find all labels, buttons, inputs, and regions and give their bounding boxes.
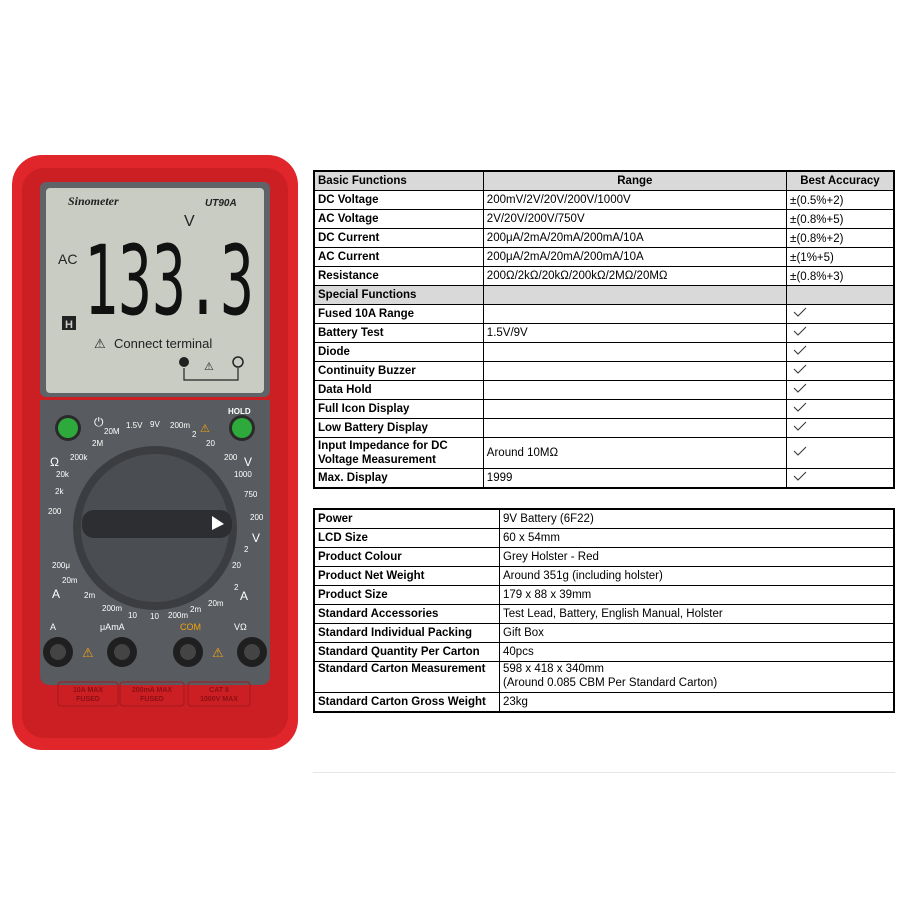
fuse-label-200ma: 200mA MAX xyxy=(131,687,173,694)
dial-label: 200m xyxy=(102,604,123,613)
dial-label: 2k xyxy=(55,487,64,496)
general-spec-row xyxy=(314,643,894,662)
function-range xyxy=(483,400,786,419)
fuse-label-10a: 10A MAX xyxy=(72,687,104,694)
function-accuracy xyxy=(786,191,894,210)
acv-function-label: V xyxy=(252,531,261,545)
header-special-functions: Special Functions xyxy=(314,286,483,305)
accuracy-value: (0.8%+5) xyxy=(796,213,844,226)
function-name: Fused 10A Range xyxy=(314,305,483,324)
function-supported xyxy=(786,438,894,469)
check-icon xyxy=(793,345,807,355)
check-icon xyxy=(793,421,807,431)
dial-label: 200 xyxy=(224,453,238,462)
dial-label: 200 xyxy=(48,507,62,516)
check-icon xyxy=(793,471,807,481)
special-functions-header-row xyxy=(314,286,894,305)
accuracy-value: (0.8%+3) xyxy=(796,270,844,283)
check-icon xyxy=(793,307,807,317)
spec-name: LCD Size xyxy=(314,529,500,548)
dial-label: 200m xyxy=(170,421,191,430)
ohm-function-label: Ω xyxy=(50,455,59,469)
function-range xyxy=(483,362,786,381)
function-name: Diode xyxy=(314,343,483,362)
general-spec-row xyxy=(314,567,894,586)
check-icon xyxy=(793,364,807,374)
basic-function-row xyxy=(314,248,894,267)
accuracy-value: (0.8%+2) xyxy=(796,232,844,245)
spec-name: Product Size xyxy=(314,586,500,605)
model-label: UT90A xyxy=(205,198,237,209)
dial-label: 1.5V xyxy=(126,421,143,430)
svg-text:⚠: ⚠ xyxy=(212,646,224,661)
function-supported xyxy=(786,400,894,419)
lcd-warning: Connect terminal xyxy=(114,336,213,351)
function-name: AC Current xyxy=(314,248,483,267)
dial-label: 10 xyxy=(150,612,159,621)
dial-label: 200k xyxy=(70,453,88,462)
dial-label: 20k xyxy=(56,470,69,479)
general-spec-row xyxy=(314,529,894,548)
function-accuracy xyxy=(786,210,894,229)
function-range xyxy=(483,305,786,324)
dial-label: 10 xyxy=(128,611,137,620)
lcd-unit: V xyxy=(184,213,195,230)
dial-label: 20m xyxy=(208,599,224,608)
general-spec-row xyxy=(314,624,894,643)
lcd-mode: AC xyxy=(58,251,78,267)
dial-label: 2m xyxy=(190,605,202,614)
header-range: Range xyxy=(483,171,786,191)
function-supported xyxy=(786,469,894,489)
function-supported xyxy=(786,362,894,381)
spec-name: Standard Individual Packing xyxy=(314,624,500,643)
special-function-row xyxy=(314,343,894,362)
function-name: DC Current xyxy=(314,229,483,248)
function-range: Around 10MΩ xyxy=(483,438,786,469)
dial-label: 1000 xyxy=(234,470,252,479)
power-icon: ⏻ xyxy=(94,415,104,429)
function-range: 1999 xyxy=(483,469,786,489)
function-name: Input Impedance for DC Voltage Measurement xyxy=(314,438,483,469)
dial-pointer xyxy=(82,510,232,538)
special-function-row xyxy=(314,419,894,438)
function-name: Data Hold xyxy=(314,381,483,400)
plus-minus-sign: ± xyxy=(789,230,797,245)
function-supported xyxy=(786,324,894,343)
spec-name: Product Net Weight xyxy=(314,567,500,586)
spec-value: 9V Battery (6F22) xyxy=(500,509,894,529)
dial-label: 20 xyxy=(206,439,215,448)
lcd-hold-flag: H xyxy=(65,319,73,331)
function-range xyxy=(483,343,786,362)
aca-function-label: A xyxy=(240,589,249,603)
special-function-row xyxy=(314,381,894,400)
basic-function-row xyxy=(314,267,894,286)
general-spec-row xyxy=(314,509,894,529)
header-basic-functions: Basic Functions xyxy=(314,171,483,191)
check-icon xyxy=(793,383,807,393)
check-icon xyxy=(793,326,807,336)
svg-text:⚠: ⚠ xyxy=(204,360,214,373)
warning-icon-dial: ⚠ xyxy=(200,422,210,435)
function-range: 200μA/2mA/20mA/200mA/10A xyxy=(483,229,786,248)
dial-label: 200μ xyxy=(52,561,70,570)
dial-label: 2m xyxy=(84,591,96,600)
plus-minus-sign: ± xyxy=(789,211,797,226)
spec-value: 60 x 54mm xyxy=(500,529,894,548)
svg-text:⚠: ⚠ xyxy=(82,646,94,661)
function-name: DC Voltage xyxy=(314,191,483,210)
special-function-row xyxy=(314,324,894,343)
function-accuracy xyxy=(786,267,894,286)
plus-minus-sign: ± xyxy=(789,268,797,283)
special-function-row xyxy=(314,305,894,324)
special-function-row xyxy=(314,400,894,419)
function-range: 1.5V/9V xyxy=(483,324,786,343)
dial-label: 2 xyxy=(192,430,197,439)
function-range: 2V/20V/200V/750V xyxy=(483,210,786,229)
spec-name: Standard Quantity Per Carton xyxy=(314,643,500,662)
spec-value: Grey Holster - Red xyxy=(500,548,894,567)
dial-label: 2 xyxy=(244,545,249,554)
basic-function-row xyxy=(314,210,894,229)
dial-label: 2M xyxy=(92,439,104,448)
spec-value: Around 351g (including holster) xyxy=(500,567,894,586)
terminal-label-a: A xyxy=(50,622,57,632)
dial-label: 200m xyxy=(168,611,189,620)
svg-text:1000V MAX: 1000V MAX xyxy=(200,696,238,703)
warning-icon: ⚠ xyxy=(94,337,106,352)
function-range xyxy=(483,381,786,400)
function-range xyxy=(483,419,786,438)
function-range: 200Ω/2kΩ/20kΩ/200kΩ/2MΩ/20MΩ xyxy=(483,267,786,286)
dial-label: 2 xyxy=(234,583,239,592)
hold-label: HOLD xyxy=(228,407,251,416)
general-spec-row xyxy=(314,605,894,624)
accuracy-value: (0.5%+2) xyxy=(796,194,844,207)
spec-value: 23kg xyxy=(500,693,894,713)
function-range: 200μA/2mA/20mA/200mA/10A xyxy=(483,248,786,267)
spec-value: Gift Box xyxy=(500,624,894,643)
function-supported xyxy=(786,381,894,400)
terminal-label-v: VΩ xyxy=(234,622,247,632)
table-header-row xyxy=(314,171,894,191)
dial-label: 20m xyxy=(62,576,78,585)
function-name: Resistance xyxy=(314,267,483,286)
special-function-row xyxy=(314,362,894,381)
brand-logo: Sinometer xyxy=(68,194,119,208)
spec-value xyxy=(500,662,894,693)
dial-label: 200 xyxy=(250,513,264,522)
dial-label: 20 xyxy=(232,561,241,570)
function-supported xyxy=(786,343,894,362)
general-spec-row xyxy=(314,693,894,713)
spec-value: 40pcs xyxy=(500,643,894,662)
lcd-value: 133.3 xyxy=(84,225,254,337)
dcv-function-label: V xyxy=(244,455,253,469)
check-icon xyxy=(793,446,807,456)
functions-table xyxy=(313,170,895,489)
function-range: 200mV/2V/20V/200V/1000V xyxy=(483,191,786,210)
function-name: Low Battery Display xyxy=(314,419,483,438)
plus-minus-sign: ± xyxy=(789,249,797,264)
general-spec-row xyxy=(314,586,894,605)
function-accuracy xyxy=(786,229,894,248)
general-spec-row xyxy=(314,548,894,567)
terminal-label-ua: μAmA xyxy=(100,622,125,632)
spec-name: Product Colour xyxy=(314,548,500,567)
function-name: Max. Display xyxy=(314,469,483,489)
plus-minus-sign: ± xyxy=(789,192,797,207)
spec-value: 179 x 88 x 39mm xyxy=(500,586,894,605)
divider xyxy=(313,772,895,773)
function-supported xyxy=(786,419,894,438)
function-accuracy xyxy=(786,248,894,267)
basic-function-row xyxy=(314,191,894,210)
general-specs-table xyxy=(313,508,895,713)
svg-text:FUSED: FUSED xyxy=(140,696,164,703)
spec-name: Power xyxy=(314,509,500,529)
dial-label: 9V xyxy=(150,420,160,429)
function-name: AC Voltage xyxy=(314,210,483,229)
spec-value: Test Lead, Battery, English Manual, Holster xyxy=(500,605,894,624)
category-label: CAT II xyxy=(209,687,229,694)
spec-value-line: 598 x 418 x 340mm xyxy=(503,663,605,675)
special-function-row xyxy=(314,438,894,469)
spec-value-line: (Around 0.085 CBM Per Standard Carton) xyxy=(503,677,718,689)
function-name: Battery Test xyxy=(314,324,483,343)
multimeter-image xyxy=(0,0,310,760)
basic-function-row xyxy=(314,229,894,248)
dca-function-label: A xyxy=(52,587,61,601)
general-spec-row xyxy=(314,662,894,693)
function-supported xyxy=(786,305,894,324)
special-function-row xyxy=(314,469,894,489)
dial-label: 750 xyxy=(244,490,258,499)
check-icon xyxy=(793,402,807,412)
terminal-label-com: COM xyxy=(180,622,201,632)
spec-name: Standard Carton Measurement xyxy=(314,662,500,693)
spec-name: Standard Carton Gross Weight xyxy=(314,693,500,713)
svg-text:FUSED: FUSED xyxy=(76,696,100,703)
accuracy-value: (1%+5) xyxy=(796,251,834,264)
header-best-accuracy: Best Accuracy xyxy=(786,171,894,191)
function-name: Continuity Buzzer xyxy=(314,362,483,381)
spec-name: Standard Accessories xyxy=(314,605,500,624)
function-name: Full Icon Display xyxy=(314,400,483,419)
dial-label: 20M xyxy=(104,427,120,436)
